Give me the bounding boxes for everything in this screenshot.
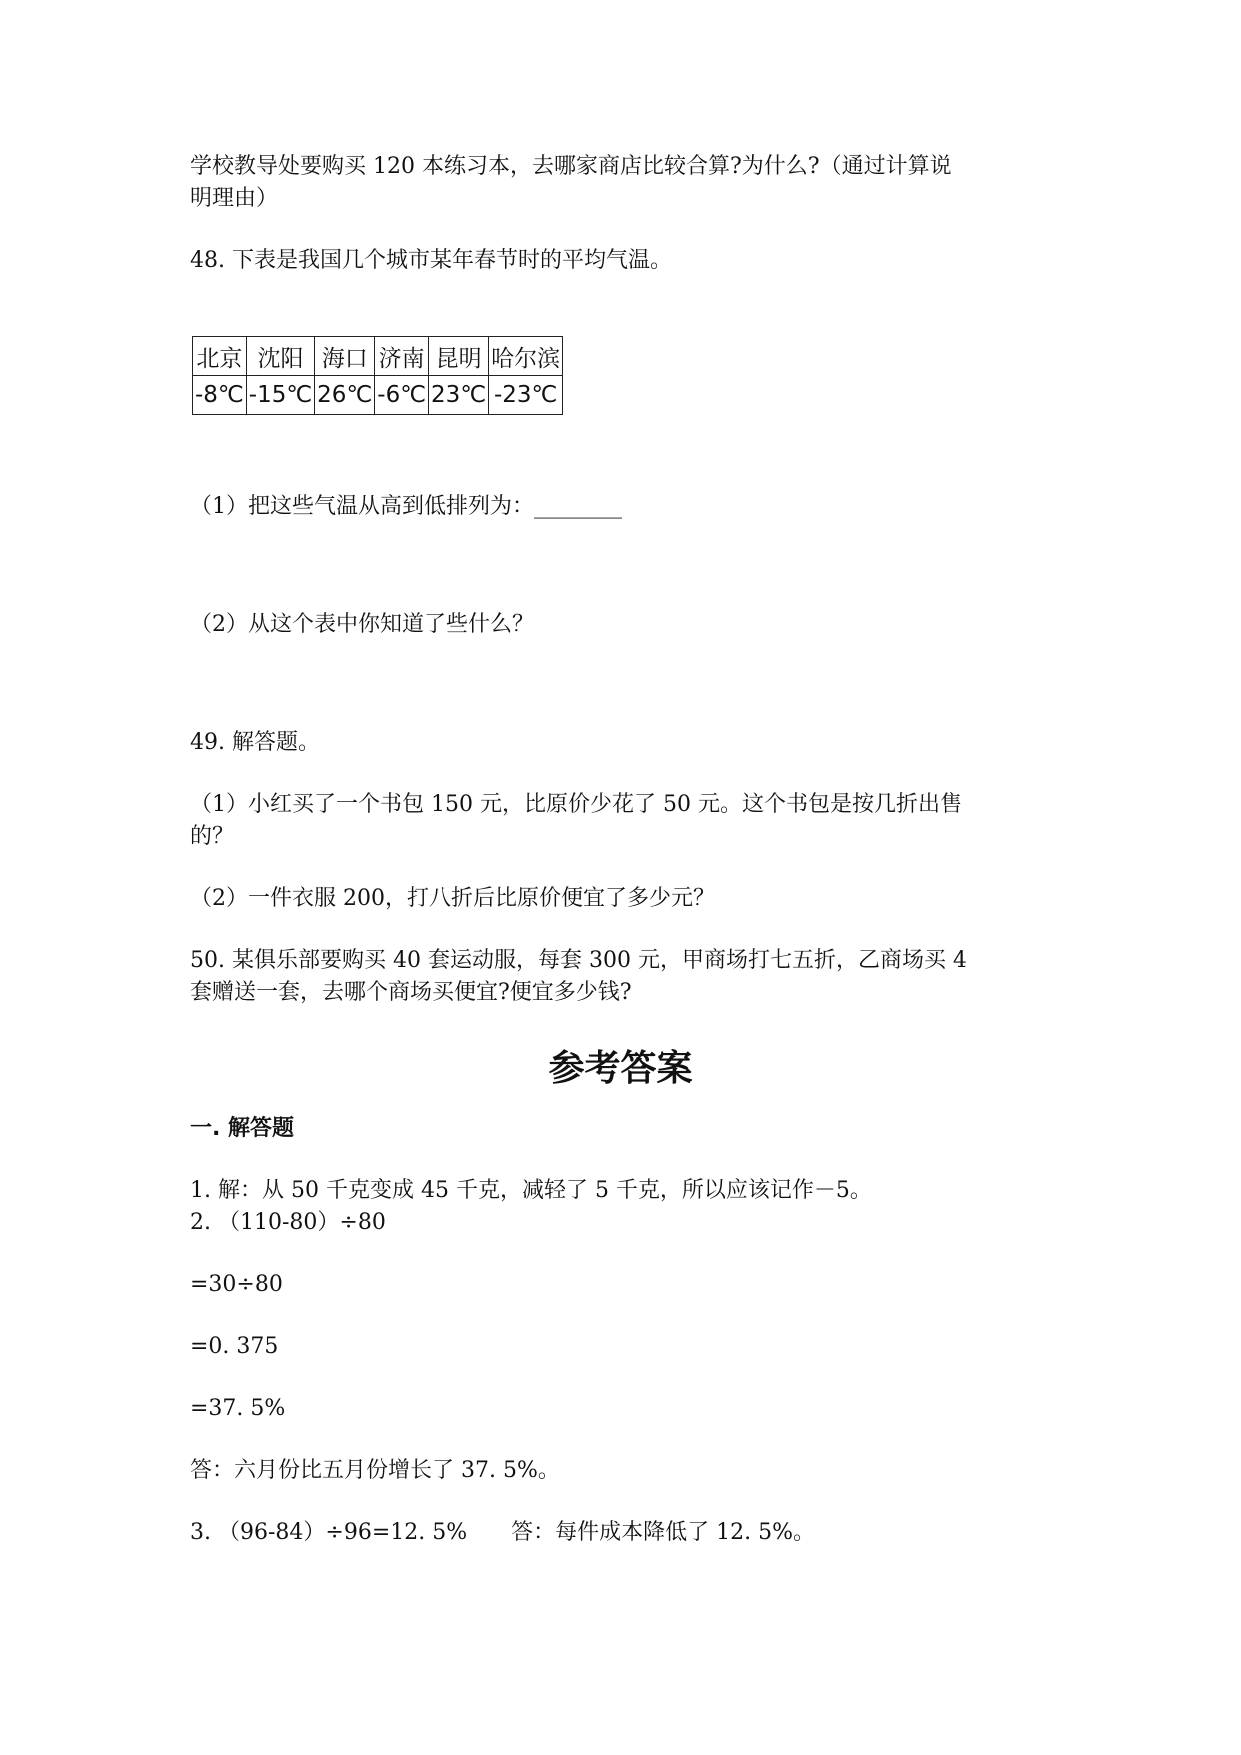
question-49: 49. 解答题。 bbox=[190, 730, 320, 755]
answer-3: 3. （96-84）÷96=12. 5% 答：每件成本降低了 12. 5%。 bbox=[190, 1520, 816, 1545]
text-line: 明理由） bbox=[190, 186, 279, 211]
question-49-2: （2）一件衣服 200，打八折后比原价便宜了多少元？ bbox=[190, 886, 715, 911]
city-cell: 海口 bbox=[315, 337, 375, 376]
answer-2: 2. （110-80）÷80 bbox=[190, 1210, 386, 1235]
temperature-cell: -6℃ bbox=[375, 376, 429, 415]
question-48-2: （2）从这个表中你知道了些什么？ bbox=[190, 612, 534, 637]
temperature-cell: -23℃ bbox=[489, 376, 563, 415]
city-cell: 沈阳 bbox=[246, 337, 314, 376]
section-title: 一. 解答题 bbox=[190, 1116, 295, 1141]
question-49-1: （1）小红买了一个书包 150 元，比原价少花了 50 元。这个书包是按几折出售 bbox=[190, 792, 962, 817]
question-50: 套赠送一套，去哪个商场买便宜?便宜多少钱? bbox=[190, 980, 632, 1005]
temperature-cell: -8℃ bbox=[193, 376, 247, 415]
city-cell: 昆明 bbox=[429, 337, 489, 376]
answer-2-step: =30÷80 bbox=[190, 1272, 283, 1297]
temperature-cell: 23℃ bbox=[429, 376, 489, 415]
city-cell: 济南 bbox=[375, 337, 429, 376]
question-48-1: （1）把这些气温从高到低排列为：________ bbox=[190, 494, 622, 519]
answers-heading: 参考答案 bbox=[548, 1048, 693, 1089]
question-48: 48. 下表是我国几个城市某年春节时的平均气温。 bbox=[190, 248, 672, 273]
answer-2-step: =37. 5% bbox=[190, 1396, 286, 1421]
city-row bbox=[193, 337, 563, 376]
temperature-row bbox=[193, 376, 563, 415]
question-49-1: 的？ bbox=[190, 824, 235, 849]
text-line: 学校教导处要购买 120 本练习本，去哪家商店比较合算?为什么?（通过计算说 bbox=[190, 154, 952, 179]
temperature-cell: 26℃ bbox=[315, 376, 375, 415]
answer-1: 1. 解：从 50 千克变成 45 千克，减轻了 5 千克，所以应该记作－5。 bbox=[190, 1178, 872, 1203]
answer-2-conclusion: 答：六月份比五月份增长了 37. 5%。 bbox=[190, 1458, 560, 1483]
temperature-cell: -15℃ bbox=[246, 376, 314, 415]
question-50: 50. 某俱乐部要购买 40 套运动服，每套 300 元，甲商场打七五折，乙商场买 4 bbox=[190, 948, 967, 973]
city-cell: 哈尔滨 bbox=[489, 337, 563, 376]
city-cell: 北京 bbox=[193, 337, 247, 376]
answer-2-step: =0. 375 bbox=[190, 1334, 279, 1359]
temperature-table bbox=[192, 336, 563, 415]
